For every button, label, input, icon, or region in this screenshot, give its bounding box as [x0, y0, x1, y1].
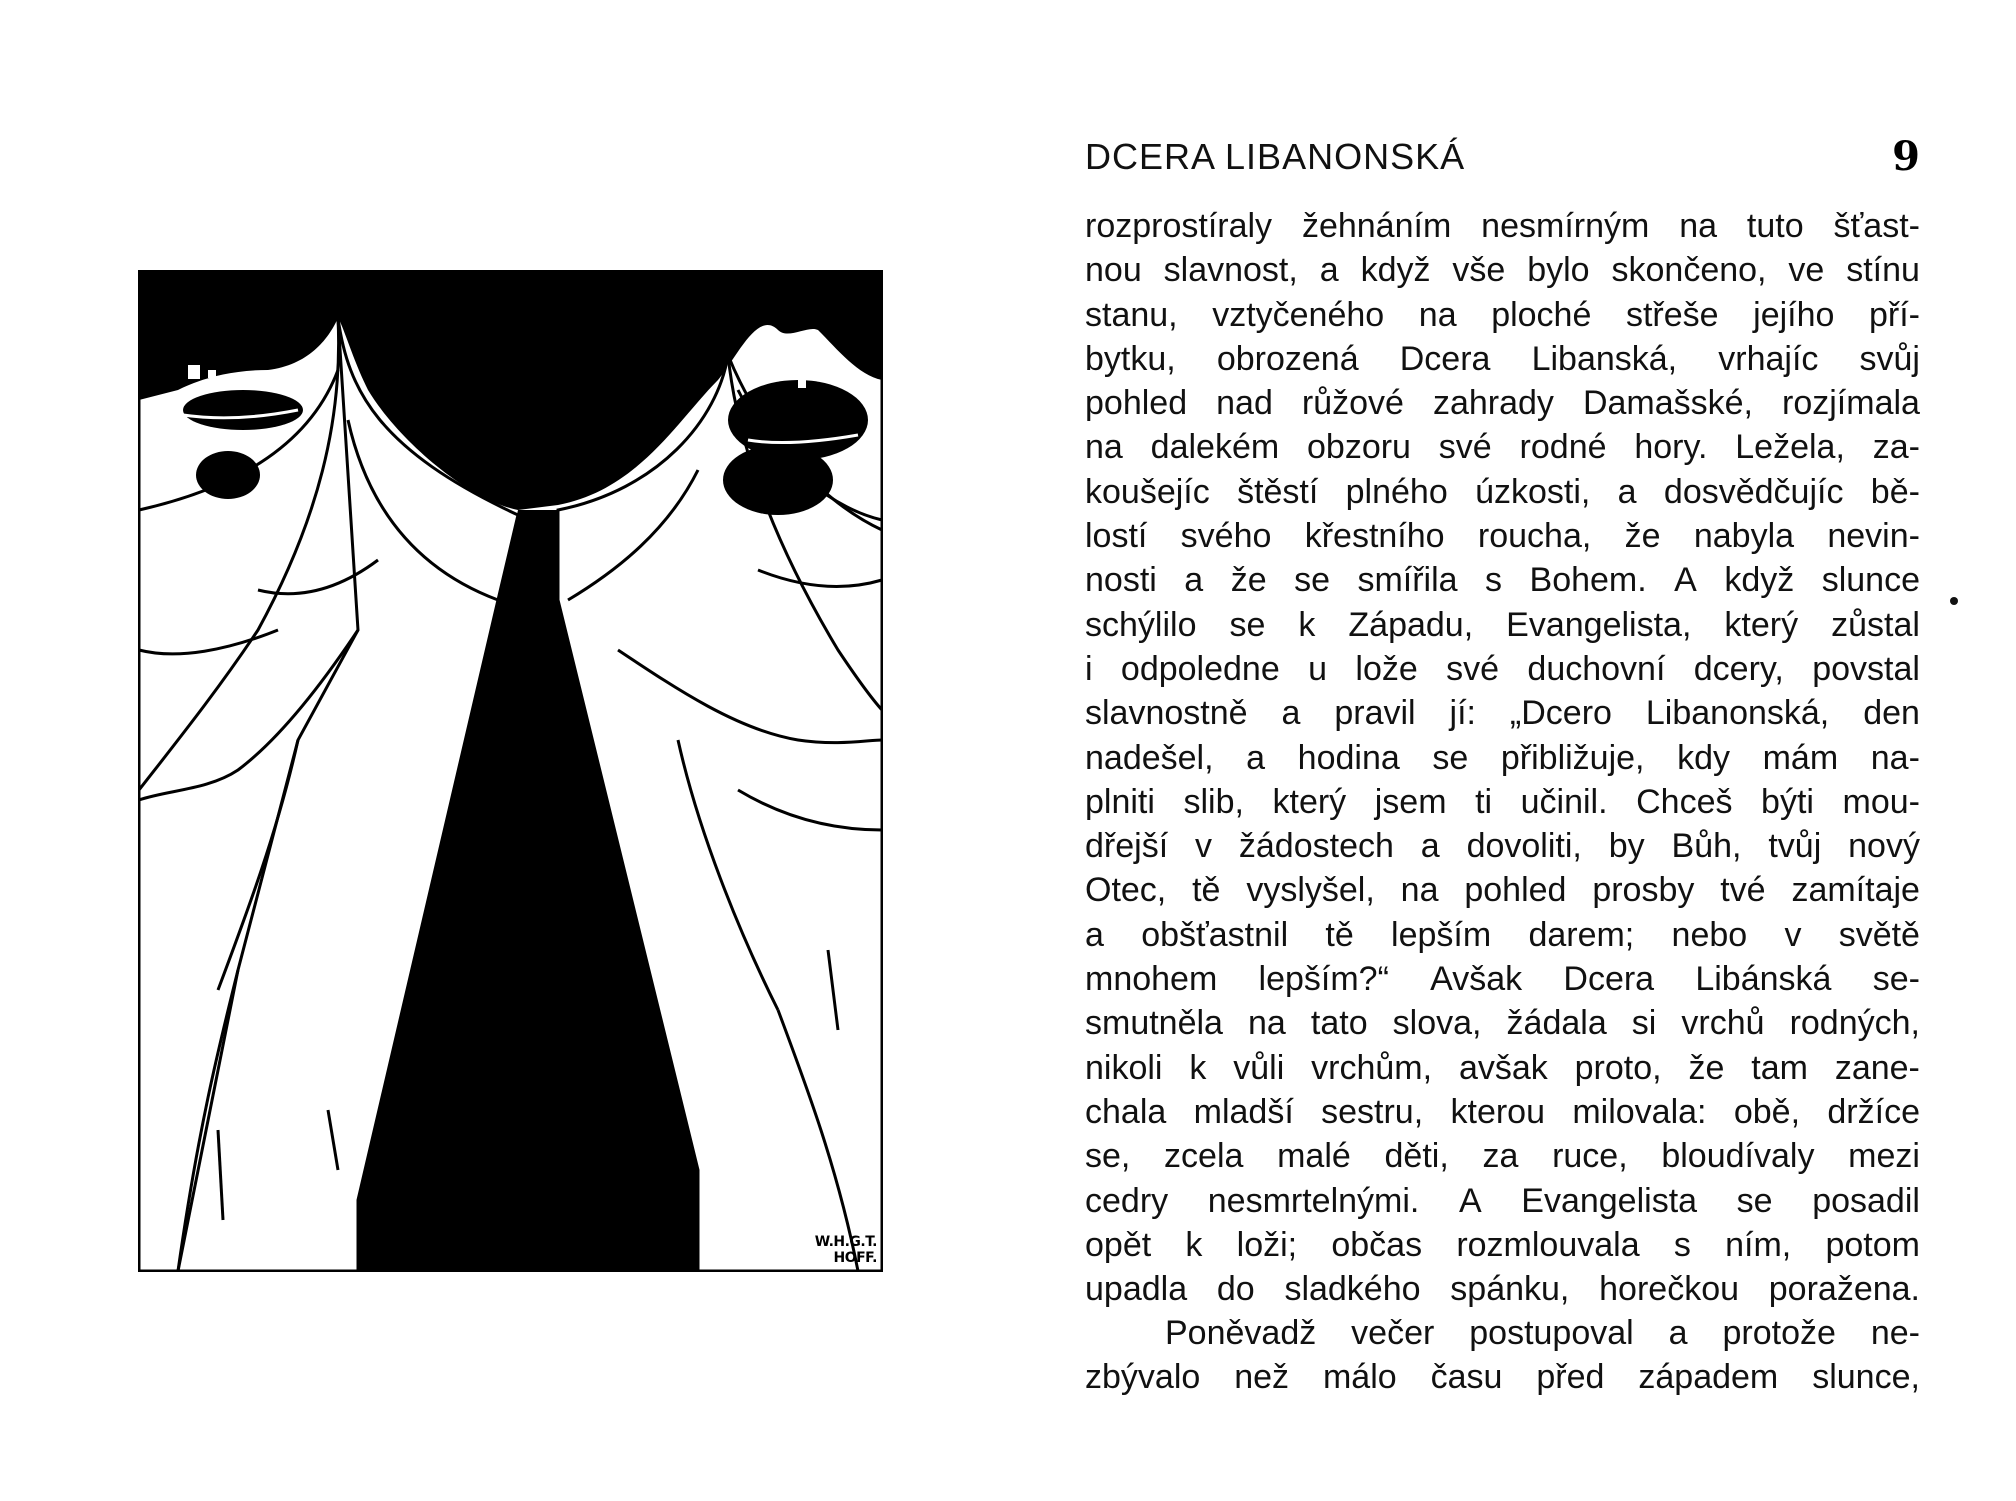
text-line: zbývalo než málo času před západem slunce, — [1085, 1358, 1920, 1397]
signature-line-2: HOFF. — [833, 1250, 877, 1266]
margin-dot — [1950, 597, 1958, 605]
text-line: Poněvadž večer postupoval a protože ne- — [1165, 1314, 1920, 1352]
running-title: DCERA LIBANONSKÁ — [1085, 136, 1466, 177]
text-line: opět k loži; občas rozmlouvala s ním, potom — [1085, 1225, 1920, 1264]
text-line: schýlilo se k Západu, Evangelista, který zůstal — [1085, 605, 1920, 644]
text-line: chala mladší sestru, kterou milovala: obě, držíce — [1085, 1092, 1920, 1131]
text-line: slavnostně a pravil jí: „Dcero Libanonská, den — [1085, 694, 1920, 733]
text-line: a obšťastnil tě lepším darem; nebo v světě — [1085, 915, 1920, 954]
text-line: pohled nad růžové zahrady Damašské, rozjímala — [1085, 384, 1920, 423]
text-line: upadla do sladkého spánku, horečkou poražena. — [1085, 1270, 1920, 1309]
text-line: koušejíc štěstí plného úzkosti, a dosvědčujíc bě- — [1085, 472, 1920, 511]
text-line: rozprostíraly žehnáním nesmírným na tuto šťast- — [1085, 207, 1920, 245]
artist-signature — [815, 1234, 877, 1266]
text-line: stanu, vztyčeného na ploché střeše jejího pří- — [1085, 295, 1920, 334]
text-line: nadešel, a hodina se přibližuje, kdy mám na- — [1085, 738, 1920, 777]
text-line: mnohem lepším?“ Avšak Dcera Libánská se- — [1085, 960, 1920, 999]
text-line: nou slavnost, a když vše bylo skončeno, ve stínu — [1085, 251, 1920, 290]
text-line: nosti a že se smířila s Bohem. A když slunce — [1085, 561, 1920, 600]
text-line: nikoli k vůli vrchům, avšak proto, že tam zane- — [1085, 1048, 1920, 1087]
text-line: na dalekém obzoru své rodné hory. Ležela, za- — [1085, 428, 1920, 467]
text-line: dřejší v žádostech a dovoliti, by Bůh, tvůj nový — [1085, 827, 1920, 866]
text-line: i odpoledne u lože své duchovní dcery, povstal — [1085, 649, 1920, 688]
page-number: 9 — [1892, 133, 1920, 180]
paragraph-2 — [1085, 1311, 1920, 1400]
text-line: lostí svého křestního roucha, že nabyla nevin- — [1085, 517, 1920, 556]
text-line: bytku, obrozená Dcera Libanská, vrhajíc svůj — [1085, 339, 1920, 378]
paragraph-1 — [1085, 204, 1920, 1311]
text-line: se, zcela malé děti, za ruce, bloudívaly mezi — [1085, 1137, 1920, 1176]
text-line: cedry nesmrtelnými. A Evangelista se posadil — [1085, 1181, 1920, 1220]
text-line: smutněla na tato slova, žádala si vrchů rodných, — [1085, 1004, 1920, 1043]
illustration-graphic — [138, 270, 883, 1272]
tent-illustration — [138, 270, 883, 1272]
text-line: Otec, tě vyslyšel, na pohled prosby tvé zamítaje — [1085, 871, 1920, 910]
signature-line-1: W.H.G.T. — [814, 1234, 877, 1250]
text-line: plniti slib, který jsem ti učinil. Chceš býti mou- — [1085, 782, 1920, 821]
page-header — [1085, 134, 1920, 184]
